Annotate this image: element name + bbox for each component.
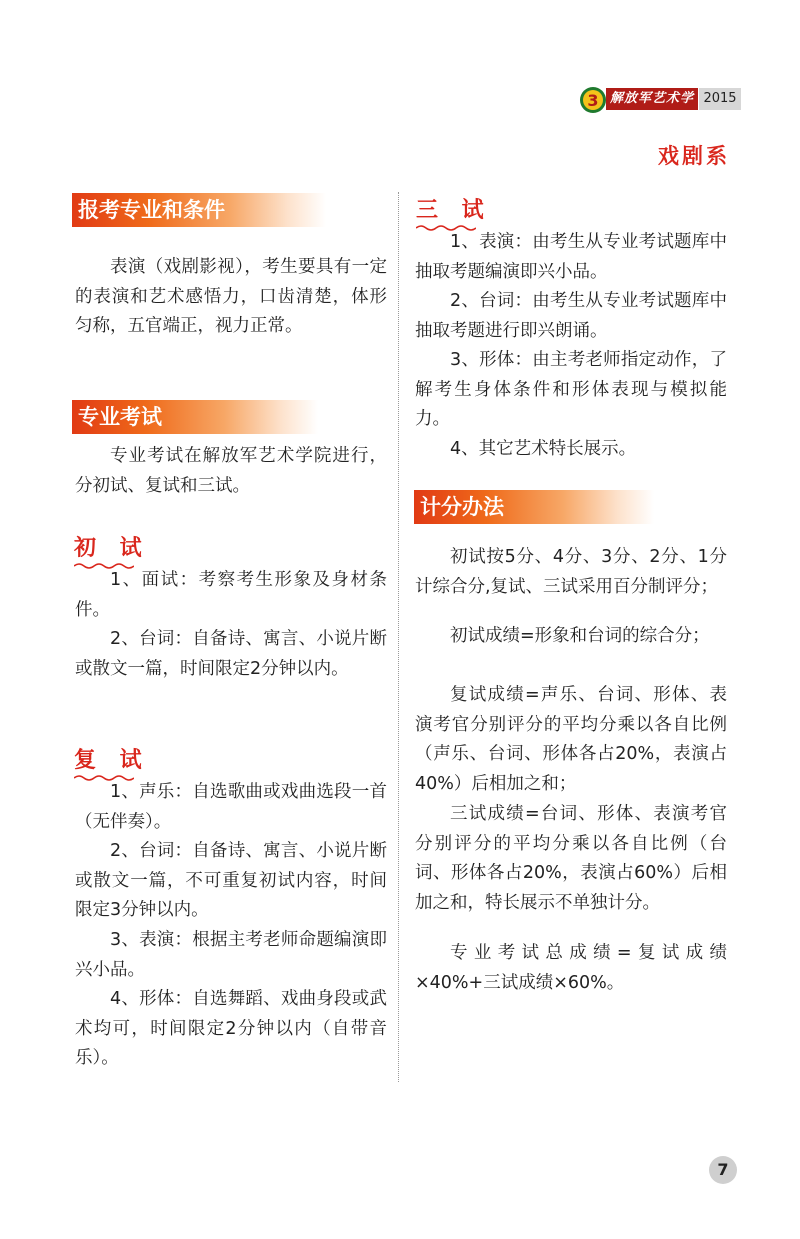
second-round-item: 1、声乐：自选歌曲或戏曲选段一首（无伴奏）。 [75,782,387,832]
section-title-second-round: 复 试 [74,748,150,773]
school-logo [578,86,741,128]
logo-year: 2015 [699,88,741,110]
column-divider [398,192,399,1082]
second-round-item: 3、表演：根据主考老师命题编演即兴小品。 [75,930,387,980]
section-title-third-round: 三 试 [416,198,492,223]
scoring-item: 初试按5分、4分、3分、2分、1分计综合分,复试、三试采用百分制评分； [415,547,727,597]
section-title-scoring: 计分办法 [414,490,654,524]
third-round-item: 3、形体：由主考老师指定动作，了解考生身体条件和形体表现与模拟能力。 [415,350,727,429]
logo-text: 解放军艺术学院 [606,88,698,110]
second-round-item: 4、形体：自选舞蹈、戏曲身段或武术均可，时间限定2分钟以内（自带音乐）。 [75,989,387,1068]
third-round-item: 2、台词：由考生从专业考试题库中抽取考题进行即兴朗诵。 [415,291,727,341]
scoring-item: 复试成绩=声乐、台词、形体、表演考官分别评分的平均分乘以各自比例（声乐、台词、形体各占20%，表演占40%）后相加之和； [415,685,727,794]
section-title-eligibility: 报考专业和条件 [72,193,326,227]
third-round-item: 4、其它艺术特长展示。 [450,439,637,459]
page-number: 7 [709,1156,737,1184]
section-title-first-round: 初 试 [74,536,150,561]
exam-paragraph: 专业考试在解放军艺术学院进行，分初试、复试和三试。 [75,446,387,496]
section-title-exam: 专业考试 [72,400,318,434]
scoring-item: 初试成绩=形象和台词的综合分； [450,626,710,646]
scoring-item: 专业考试总成绩=复试成绩×40%+三试成绩×60%。 [415,943,727,993]
department-title: 戏剧系 [658,144,730,168]
eligibility-paragraph: 表演（戏剧影视），考生要具有一定的表演和艺术感悟力，口齿清楚，体形匀称，五官端正，视力正常。 [75,257,387,336]
emblem-glyph: 3 [587,91,599,110]
emblem-icon [578,86,608,114]
first-round-item: 1、面试：考察考生形象及身材条件。 [75,570,387,620]
second-round-item: 2、台词：自备诗、寓言、小说片断或散文一篇，不可重复初试内容，时间限定3分钟以内。 [75,841,387,920]
third-round-item: 1、表演：由考生从专业考试题库中抽取考题编演即兴小品。 [415,232,727,282]
first-round-item: 2、台词：自备诗、寓言、小说片断或散文一篇，时间限定2分钟以内。 [75,629,387,679]
scoring-item: 三试成绩=台词、形体、表演考官分别评分的平均分乘以各自比例（台词、形体各占20%，表演占60%）后相加之和，特长展示不单独计分。 [415,804,727,913]
